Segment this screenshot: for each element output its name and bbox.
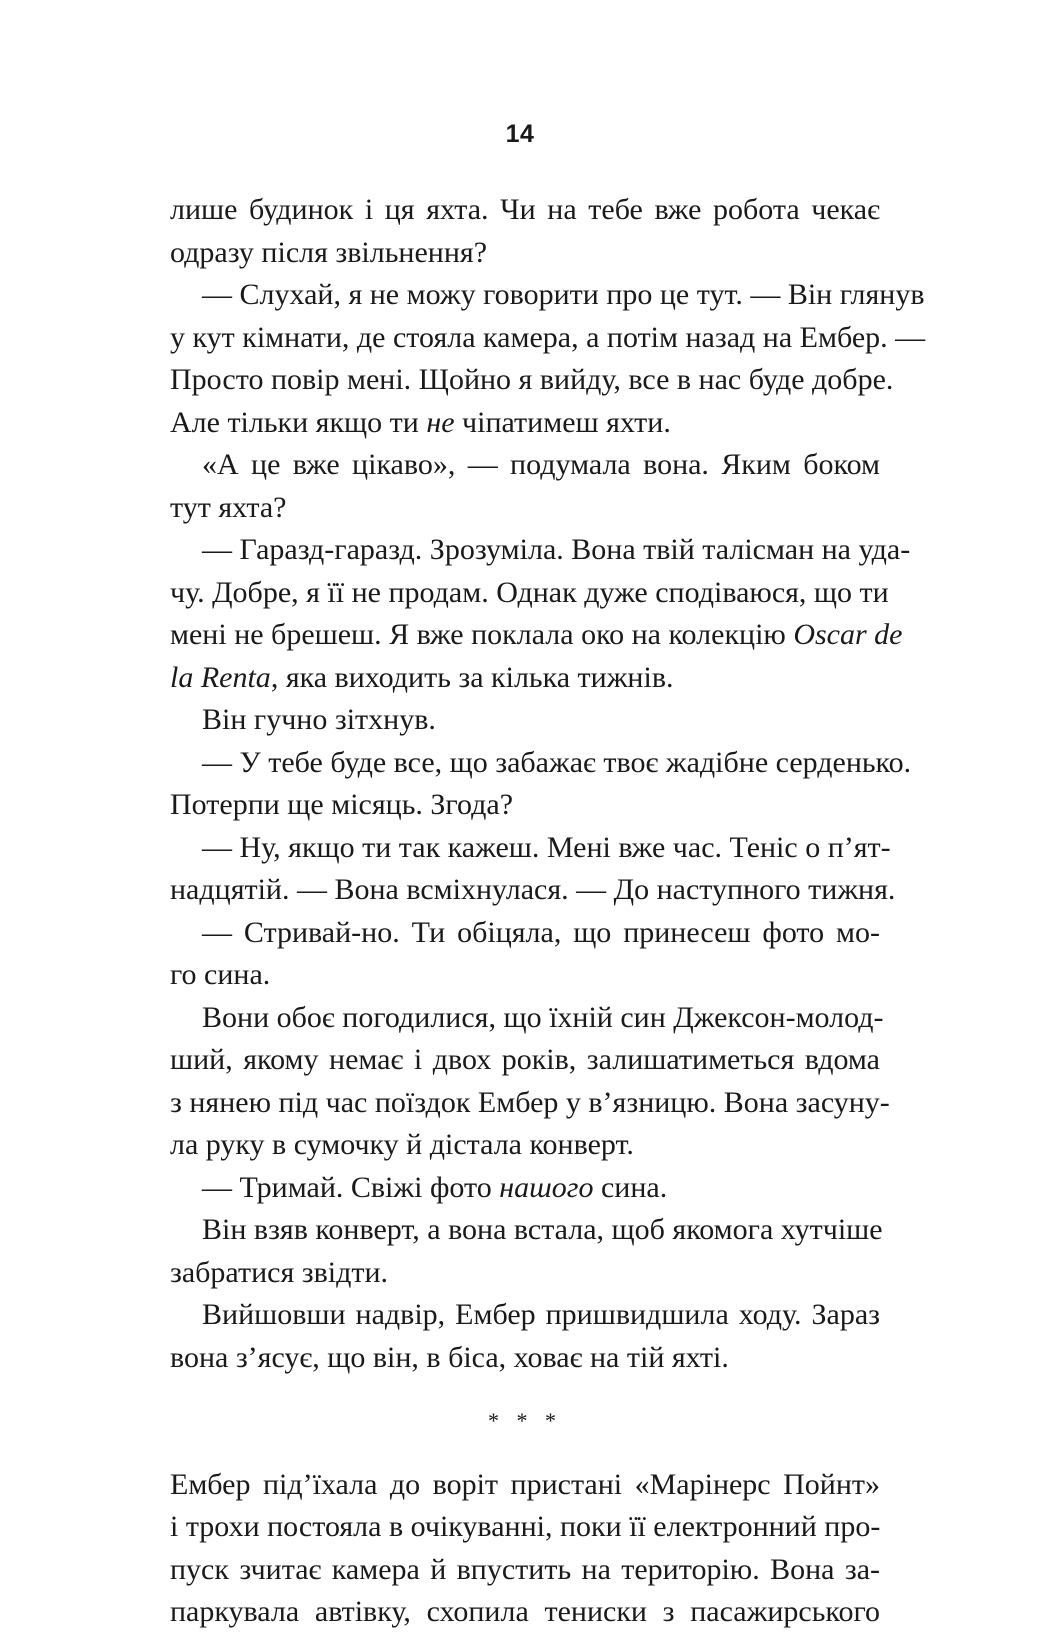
text-line: ла руку в сумочку й дістала конверт. bbox=[170, 1128, 634, 1161]
text-line: лише будинок і ця яхта. Чи на тебе вже робота чекає bbox=[170, 193, 880, 226]
text-line: забратися звідти. bbox=[170, 1255, 389, 1289]
text-line: го сина. bbox=[170, 958, 271, 991]
emphasis: не bbox=[426, 405, 455, 439]
text-line: Просто повір мені. Щойно я вийду, все в нас буде добре. bbox=[170, 363, 894, 396]
paragraph bbox=[170, 1464, 880, 1634]
emphasis: нашого bbox=[499, 1170, 594, 1204]
text-line: Він гучно зітхнув. bbox=[202, 703, 436, 736]
text-line: з нянею під час поїздок Ембер у в’язницю. Вона засуну- bbox=[170, 1085, 890, 1119]
paragraph bbox=[170, 997, 890, 1167]
paragraph bbox=[170, 1209, 883, 1294]
section-separator: * * * bbox=[488, 1408, 562, 1433]
text-line: Але тільки якщо ти не чіпатимеш яхти. bbox=[170, 405, 671, 439]
emphasis: Oscar de bbox=[793, 618, 903, 651]
text-line: — Ну, якщо ти так кажеш. Мені вже час. Теніс о п’ят- bbox=[202, 830, 891, 864]
text-line: Потерпи ще місяць. Згода? bbox=[170, 788, 514, 821]
text-line: вона з’ясує, що він, в біса, ховає на тій яхті. bbox=[170, 1340, 729, 1374]
emphasis: la Renta bbox=[170, 660, 271, 694]
paragraph bbox=[170, 274, 926, 444]
text-line: ший, якому немає і двох років, залишатиметься вдома bbox=[170, 1043, 880, 1076]
text-line: Він взяв конверт, а вона встала, щоб якомога хутчіше bbox=[202, 1213, 883, 1246]
text-line: одразу після звільнення? bbox=[170, 235, 488, 269]
paragraph bbox=[170, 1167, 880, 1210]
paragraph bbox=[170, 444, 880, 529]
paragraph bbox=[170, 827, 896, 912]
text-line: тут яхта? bbox=[170, 490, 287, 524]
text-line: чу. Добре, я її не продам. Однак дуже сподіваюся, що ти bbox=[170, 575, 889, 609]
paragraph bbox=[170, 189, 880, 274]
text-line: мені не брешеш. Я вже поклала око на колекцію Oscar de bbox=[170, 618, 903, 651]
text-line: Вийшовши надвір, Ембер пришвидшила ходу. Зараз bbox=[202, 1298, 880, 1331]
text-line: надцятій. — Вона всміхнулася. — До наступного тижня. bbox=[170, 873, 896, 906]
text-line: Вони обоє погодилися, що їхній син Джексон-молод- bbox=[202, 1000, 884, 1034]
text-line: — У тебе буде все, що забажає твоє жадібне серденько. bbox=[202, 745, 912, 779]
page-number: 14 bbox=[505, 120, 535, 148]
text-line: — Стривай-но. Ти обіцяла, що принесеш фото мо- bbox=[202, 915, 880, 949]
text-line: — Слухай, я не можу говорити про це тут. — Він глянув bbox=[202, 278, 925, 311]
paragraph bbox=[170, 912, 880, 997]
text-line: la Renta, яка виходить за кілька тижнів. bbox=[170, 660, 674, 694]
text-line: паркувала автівку, схопила тениски з пасажирського bbox=[170, 1595, 880, 1628]
paragraph bbox=[170, 529, 911, 699]
body-text bbox=[170, 189, 926, 1634]
text-line: Ембер під’їхала до воріт пристані «Марінерс Пойнт» bbox=[170, 1467, 880, 1501]
text-line: у кут кімнати, де стояла камера, а потім назад на Ембер. — bbox=[170, 320, 926, 354]
paragraph bbox=[170, 742, 912, 827]
text-line: пуск зчитає камера й впустить на територію. Вона за- bbox=[170, 1552, 880, 1586]
text-line: — Тримай. Свіжі фото нашого сина. bbox=[202, 1170, 668, 1204]
text-line: «А це вже цікаво», — подумала вона. Яким боком bbox=[202, 448, 880, 481]
text-line: — Гаразд-гаразд. Зрозуміла. Вона твій талісман на уда- bbox=[202, 533, 911, 566]
text-line: і трохи постояла в очікуванні, поки її електронний про- bbox=[170, 1510, 881, 1543]
paragraph bbox=[170, 1294, 880, 1379]
paragraph bbox=[170, 699, 880, 742]
